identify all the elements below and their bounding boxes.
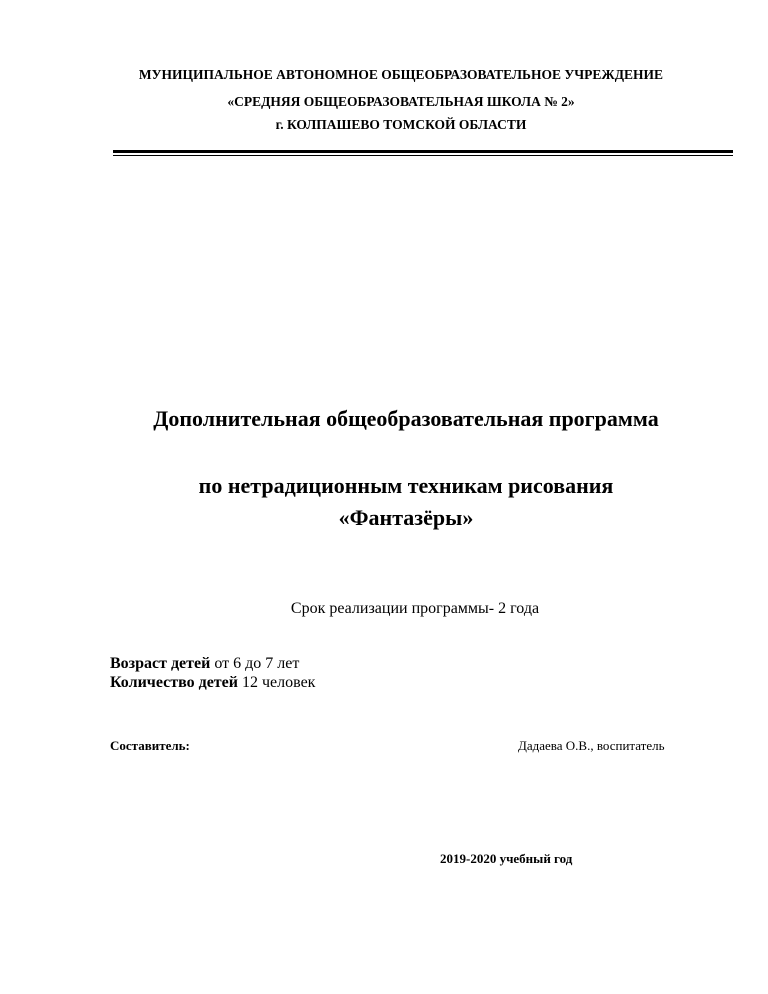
school-name: «СРЕДНЯЯ ОБЩЕОБРАЗОВАТЕЛЬНАЯ ШКОЛА № 2» [227,94,575,109]
children-age-value: от 6 до 7 лет [210,655,300,672]
children-age-label: Возраст детей [110,655,211,672]
children-count-value: 12 человек [237,674,316,691]
header-divider-thick [113,150,733,153]
institution-name: МУНИЦИПАЛЬНОЕ АВТОНОМНОЕ ОБЩЕОБРАЗОВАТЕЛЬНОЕ УЧРЕЖДЕНИЕ [138,67,664,82]
children-count-label: Количество детей [110,674,238,691]
author-label: Составитель: [110,738,190,753]
program-name: «Фантазёры» [338,505,474,530]
children-count [110,674,315,692]
program-title: Дополнительная общеобразовательная программа [153,406,659,431]
program-subtitle: по нетрадиционным техникам рисования [198,473,614,498]
header-divider-thin [113,155,733,156]
academic-year: 2019-2020 учебный год [440,851,573,866]
author-name: Дадаева О.В., воспитатель [518,738,665,753]
program-term: Срок реализации программы- 2 года [290,600,540,617]
school-location: г. КОЛПАШЕВО ТОМСКОЙ ОБЛАСТИ [275,117,527,132]
children-age [110,655,299,673]
